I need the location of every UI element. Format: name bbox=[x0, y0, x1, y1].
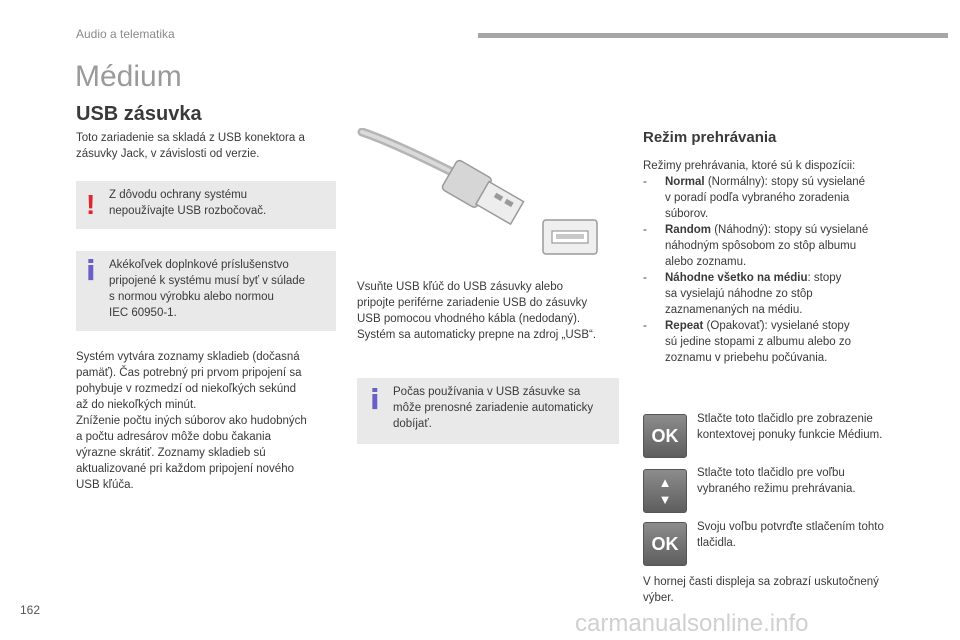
warning-icon: ! bbox=[86, 189, 96, 220]
usb-intro-line: Toto zariadenie sa skladá z USB konektora a bbox=[76, 132, 305, 144]
watermark: carmanualsonline.info bbox=[575, 610, 809, 637]
insert-line: Systém sa automaticky prepne na zdroj „USB“. bbox=[357, 329, 597, 341]
header-bar bbox=[478, 33, 948, 38]
info-icon: i bbox=[370, 383, 380, 416]
body-line: pamäť). Čas potrebný pri prvom pripojení sa bbox=[76, 367, 302, 379]
warning-line: Z dôvodu ochrany systému bbox=[109, 189, 248, 201]
info-line: s normou výrobku alebo normou bbox=[109, 291, 274, 303]
warning-box bbox=[76, 181, 336, 229]
body-line: pohybuje v rozmedzí od niekoľkých sekúnd bbox=[76, 383, 297, 395]
usb-intro bbox=[76, 130, 336, 162]
warning-line: nepoužívajte USB rozbočovač. bbox=[109, 205, 267, 217]
insert-line: pripojte periférne zariadenie USB do zásuvky bbox=[357, 297, 588, 309]
info-line: pripojené k systému musí byť v súlade bbox=[109, 275, 306, 287]
info-line: dobíjať. bbox=[393, 418, 432, 430]
info-line: Akékoľvek doplnkové príslušenstvo bbox=[109, 259, 289, 271]
usb-insert-instructions bbox=[357, 279, 625, 343]
arrow-down-icon[interactable]: ▼ bbox=[658, 492, 672, 507]
arrow-up-icon[interactable]: ▲ bbox=[658, 475, 672, 490]
mode-normal: - Normal (Normálny): stopy sú vysielané v poradí podľa vybraného zoradenia súborov. bbox=[643, 176, 866, 220]
arrow-buttons-description: Stlačte toto tlačidlo pre voľbu vybraného režimu prehrávania. bbox=[697, 467, 856, 495]
playback-intro: Režimy prehrávania, ktoré sú k dispozícii: bbox=[643, 160, 856, 172]
usb-intro-line: zásuvky Jack, v závislosti od verzie. bbox=[76, 148, 260, 160]
info-box-charging bbox=[357, 378, 619, 444]
info-icon: i bbox=[86, 254, 96, 287]
usb-plug-illustration bbox=[356, 128, 616, 270]
insert-line: USB pomocou vhodného kábla (nedodaný). bbox=[357, 313, 581, 325]
body-line: USB kľúča. bbox=[76, 479, 134, 491]
info-line: Počas používania v USB zásuvke sa bbox=[393, 386, 581, 398]
playback-modes bbox=[643, 158, 913, 366]
insert-line: Vsuňte USB kľúč do USB zásuvky alebo bbox=[357, 281, 563, 293]
info-line: môže prenosné zariadenie automaticky bbox=[393, 402, 594, 414]
body-line: až do niekoľkých minút. bbox=[76, 399, 197, 411]
mode-repeat: - Repeat (Opakovať): vysielané stopy sú jedine stopami z albumu alebo zo zoznamu v priebehu počúvania. bbox=[643, 320, 852, 364]
playback-section-title: Režim prehrávania bbox=[643, 129, 777, 146]
ok-button-description: Stlačte toto tlačidlo pre zobrazenie kontextovej ponuky funkcie Médium. bbox=[697, 413, 883, 441]
ok-confirm-button[interactable]: OK bbox=[643, 522, 687, 566]
info-line: IEC 60950-1. bbox=[109, 307, 177, 319]
arrow-buttons[interactable] bbox=[643, 469, 687, 513]
page-title: Médium bbox=[75, 60, 182, 93]
ok-button[interactable]: OK bbox=[643, 414, 687, 458]
usb-section-title: USB zásuvka bbox=[76, 103, 202, 125]
body-line: výrazne skrátiť. Zoznamy skladieb sú bbox=[76, 447, 266, 459]
body-line: Zníženie počtu iných súborov ako hudobných bbox=[76, 415, 307, 427]
mode-random-all: - Náhodne všetko na médiu: stopy sa vysielajú náhodne zo stôp zaznamenaných na médiu. bbox=[643, 272, 842, 316]
footer-note: V hornej časti displeja sa zobrazí uskutočnený výber. bbox=[643, 576, 879, 604]
ok-confirm-description: Svoju voľbu potvrďte stlačením tohto tlačidla. bbox=[697, 521, 884, 549]
mode-random: - Random (Náhodný): stopy sú vysielané náhodným spôsobom zo stôp albumu alebo zoznamu. bbox=[643, 224, 869, 268]
header-section-title: Audio a telematika bbox=[76, 27, 175, 41]
info-box-accessories bbox=[76, 251, 336, 331]
page-number: 162 bbox=[20, 603, 41, 617]
body-line: Systém vytvára zoznamy skladieb (dočasná bbox=[76, 351, 300, 363]
usb-body-text bbox=[76, 349, 338, 493]
body-line: a počtu adresárov môže dobu čakania bbox=[76, 431, 271, 443]
body-line: aktualizované pri každom pripojení nového bbox=[76, 463, 294, 475]
